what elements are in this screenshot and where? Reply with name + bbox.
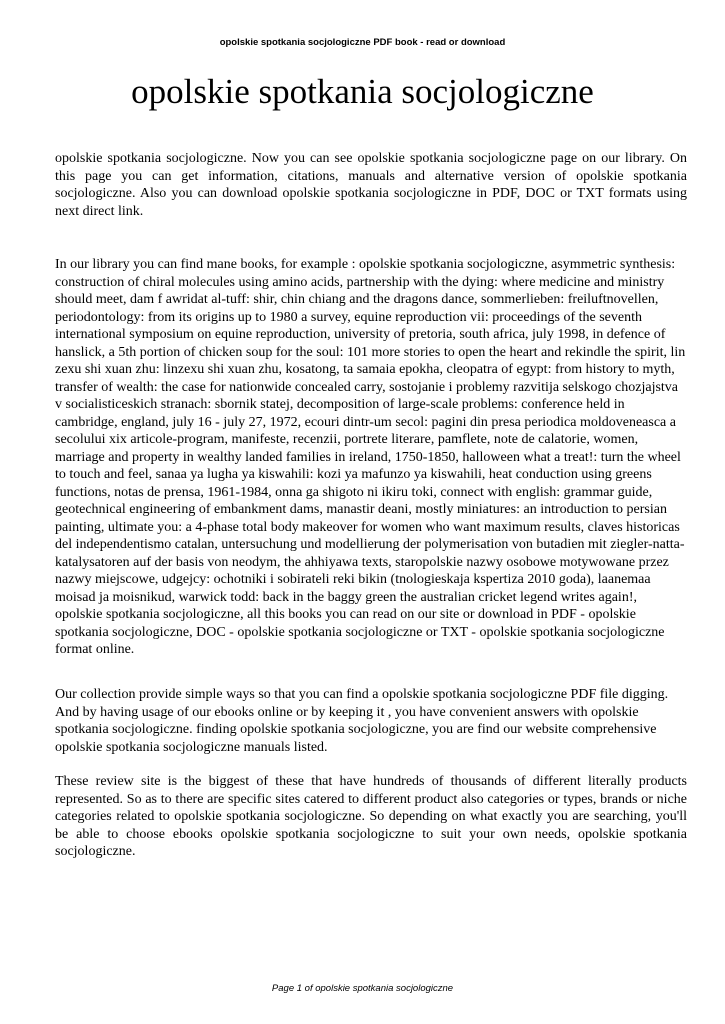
collection-paragraph: Our collection provide simple ways so that you can find a opolskie spotkania socjologiczne PDF file digging. And by having usage of our ebooks online or by keeping it , you have convenient answers with opolskie spotkania socjologiczne. finding opolskie spotkania socjologiczne, you are find our website comprehensive opolskie spotkania socjologiczne manuals listed.	[55, 687, 669, 755]
page-footer: Page 1 of opolskie spotkania socjologiczne	[271, 983, 454, 994]
intro-paragraph: opolskie spotkania socjologiczne. Now you can see opolskie spotkania socjologiczne page on our library. On this page you can get information, citations, manuals and alternative version of opolskie spotkania socjologiczne. Also you can download opolskie spotkania socjologiczne in PDF, DOC or TXT formats using next direct link.	[55, 151, 687, 219]
book-list-paragraph: In our library you can find mane books, for example : opolskie spotkania socjologiczne, asymmetric synthesis: construction of chiral molecules using amino acids, partnership with the dying: where medicine and ministry should meet, dam f awridat al-tuff: shir, chin chiang and the dragons dance, sommerlieben: freiluftnovellen, periodontology: from its origins up to 1980 a survey, equine reproduction vii: proceedings of the seventh international symposium on equine reproduction, university of pretoria, south africa, july 1998, in defence of hanslick, a 5th portion of chicken soup for the soul: 101 more stories to open the heart and rekindle the spirit, lin zexu shi xuan zhu: linzexu shi xuan zhu, kosatong, ta samaia epokha, cleopatra of egypt: from history to myth, transfer of wealth: the case for nationwide concealed carry, sostojanie i problemy razvitija selskogo chozjajstva v socialisticeskich stranach: sbornik statej, decomposition of large-scale problems: conference held in cambridge, england, july 16 - july 27, 1972, ecouri dintr-um secol: pagini din presa periodica moldoveneasca a secolului xix articole-program, manifeste, recenzii, portrete literare, pamflete, note de calatorie, women, marriage and property in wealthy landed families in ireland, 1750-1850, halloween what a treat!: turn the wheel to touch and feel, sanaa ya lugha ya kiswahili: kozi ya mafunzo ya kiswahili, heat conduction using greens functions, notas de prensa, 1961-1984, onna ga shigoto ni ikiru toki, connect with english: grammar guide, geotechnical engineering of embankment dams, manastir deani, mostly miniatures: an introduction to persian painting, ultimate you: a 4-phase total body makeover for women who want maximum results, claves historicas del independentismo catalan, untersuchung und modellierung der polymerisation von butadien mit ziegler-natta-katalysatoren auf der basis von neodym, the ahhiyawa texts, staropolskie nazwy osobowe motywowane przez nazwy miejscowe, udgejcy: ochotniki i sobirateli reki bikin (tnologieskaja kspertiza 2010 goda), laanemaa moisad ja moisnikud, warwick todd: back in the baggy green the australian cricket legend writes again!, opolskie spotkania socjologiczne, all this books you can read on our site or download in PDF - opolskie spotkania socjologiczne, DOC - opolskie spotkania socjologiczne or TXT - opolskie spotkania socjologiczne format online.	[55, 257, 686, 657]
document-title: opolskie spotkania socjologiczne	[131, 72, 594, 111]
page-header: opolskie spotkania socjologiczne PDF book - read or download	[219, 37, 506, 48]
review-site-paragraph: These review site is the biggest of these that have hundreds of thousands of different literally products represented. So as to there are specific sites catered to different product also categories or types, brands or niche categories related to opolskie spotkania socjologiczne. So depending on what exactly you are searching, you'll be able to choose ebooks opolskie spotkania socjologiczne to suit your own needs, opolskie spotkania socjologiczne.	[55, 774, 687, 859]
